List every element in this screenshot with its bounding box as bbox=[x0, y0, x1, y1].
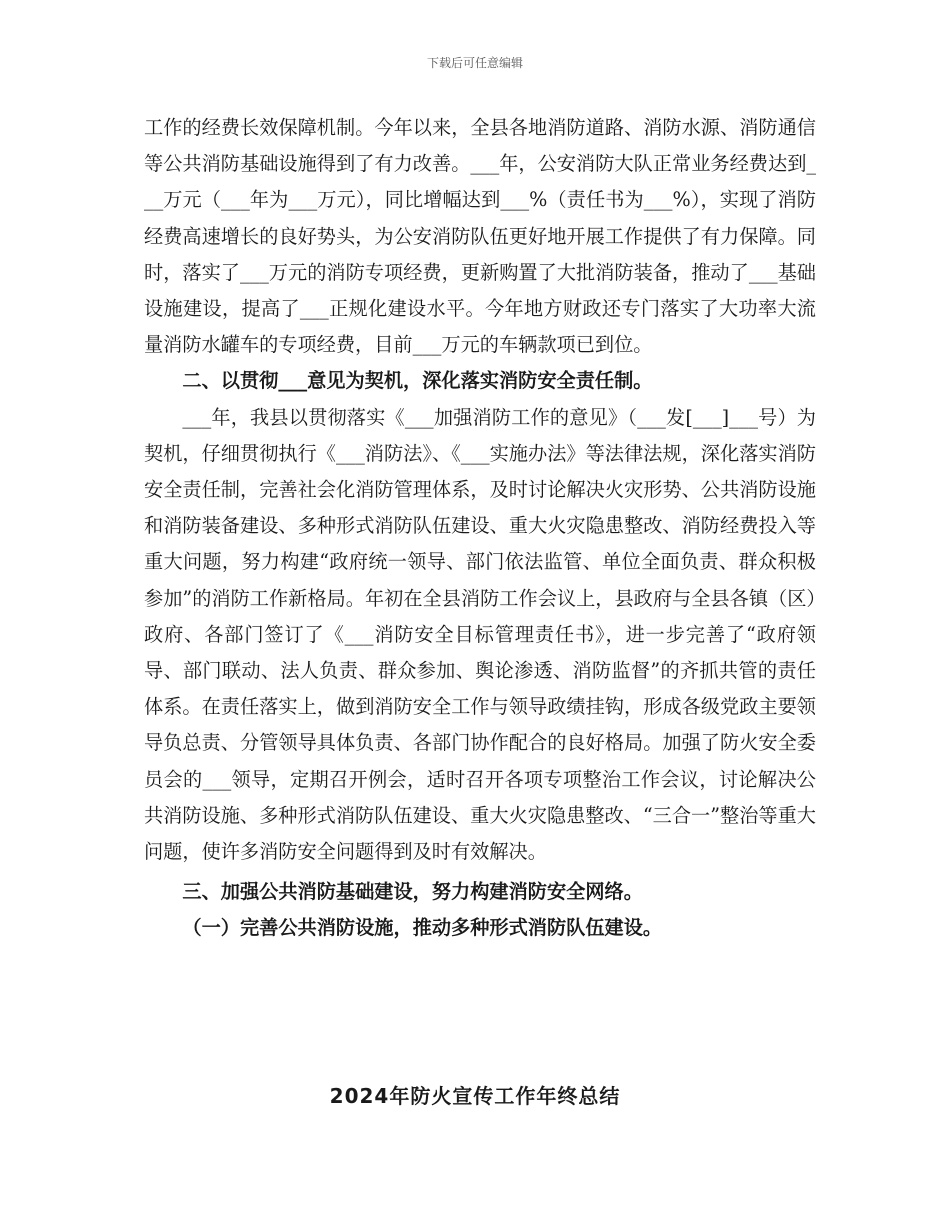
subsection-heading-3-1: （一）完善公共消防设施，推动多种形式消防队伍建设。 bbox=[182, 916, 663, 940]
section-heading-2: 二、以贯彻___意见为契机，深化落实消防安全责任制。 bbox=[182, 369, 653, 393]
paragraph-responsibility: ___年，我县以贯彻落实《___加强消防工作的意见》（___发[___]___号）为契机，仔细贯彻执行《___消防法》、《___实施办法》等法律法规，深化落实消防安全责任制，完善社会化消防管理体系，及时讨论解决火灾形势、公共消防设施和消防装备建设、多种形式消防队伍建设、重大火灾隐患整改、消防经费投入等重大问题，努力构建“政府统一领导、部门依法监管、单位全面负责、群众积极参加”的消防工作新格局。年初在全县消防工作会议上，县政府与全县各镇（区）政府、各部门签订了《___消防安全目标管理责任书》，进一步完善了“政府领导、部门联动、法人负责、群众参加、舆论渗透、消防监督”的齐抓共管的责任体系。在责任落实上，做到消防安全工作与领导政绩挂钩，形成各级党政主要领导负总责、分管领导具体负责、各部门协作配合的良好格局。加强了防火安全委员会的___领导，定期召开例会，适时召开各项专项整治工作会议，讨论解决公共消防设施、多种形式消防队伍建设、重大火灾隐患整改、“三合一”整治等重大问题，使许多消防安全问题得到及时有效解决。 bbox=[144, 405, 816, 864]
paragraph-funding: 工作的经费长效保障机制。今年以来，全县各地消防道路、消防水源、消防通信等公共消防基础设施得到了有力改善。___年，公安消防大队正常业务经费达到___万元（___年为___万元），同比增幅达到___%（责任书为___%），实现了消防经费高速增长的良好势头，为公安消防队伍更好地开展工作提供了有力保障。同时，落实了___万元的消防专项经费，更新购置了大批消防装备，推动了___基础设施建设，提高了___正规化建设水平。今年地方财政还专门落实了大功率大流量消防水罐车的专项经费，目前___万元的车辆款项已到位。 bbox=[144, 116, 816, 357]
page-header-note: 下载后可任意编辑 bbox=[426, 56, 523, 70]
section-heading-3: 三、加强公共消防基础建设，努力构建消防安全网络。 bbox=[182, 880, 643, 904]
document-title: 2024年防火宣传工作年终总结 bbox=[329, 1084, 621, 1108]
document-body bbox=[144, 110, 816, 947]
